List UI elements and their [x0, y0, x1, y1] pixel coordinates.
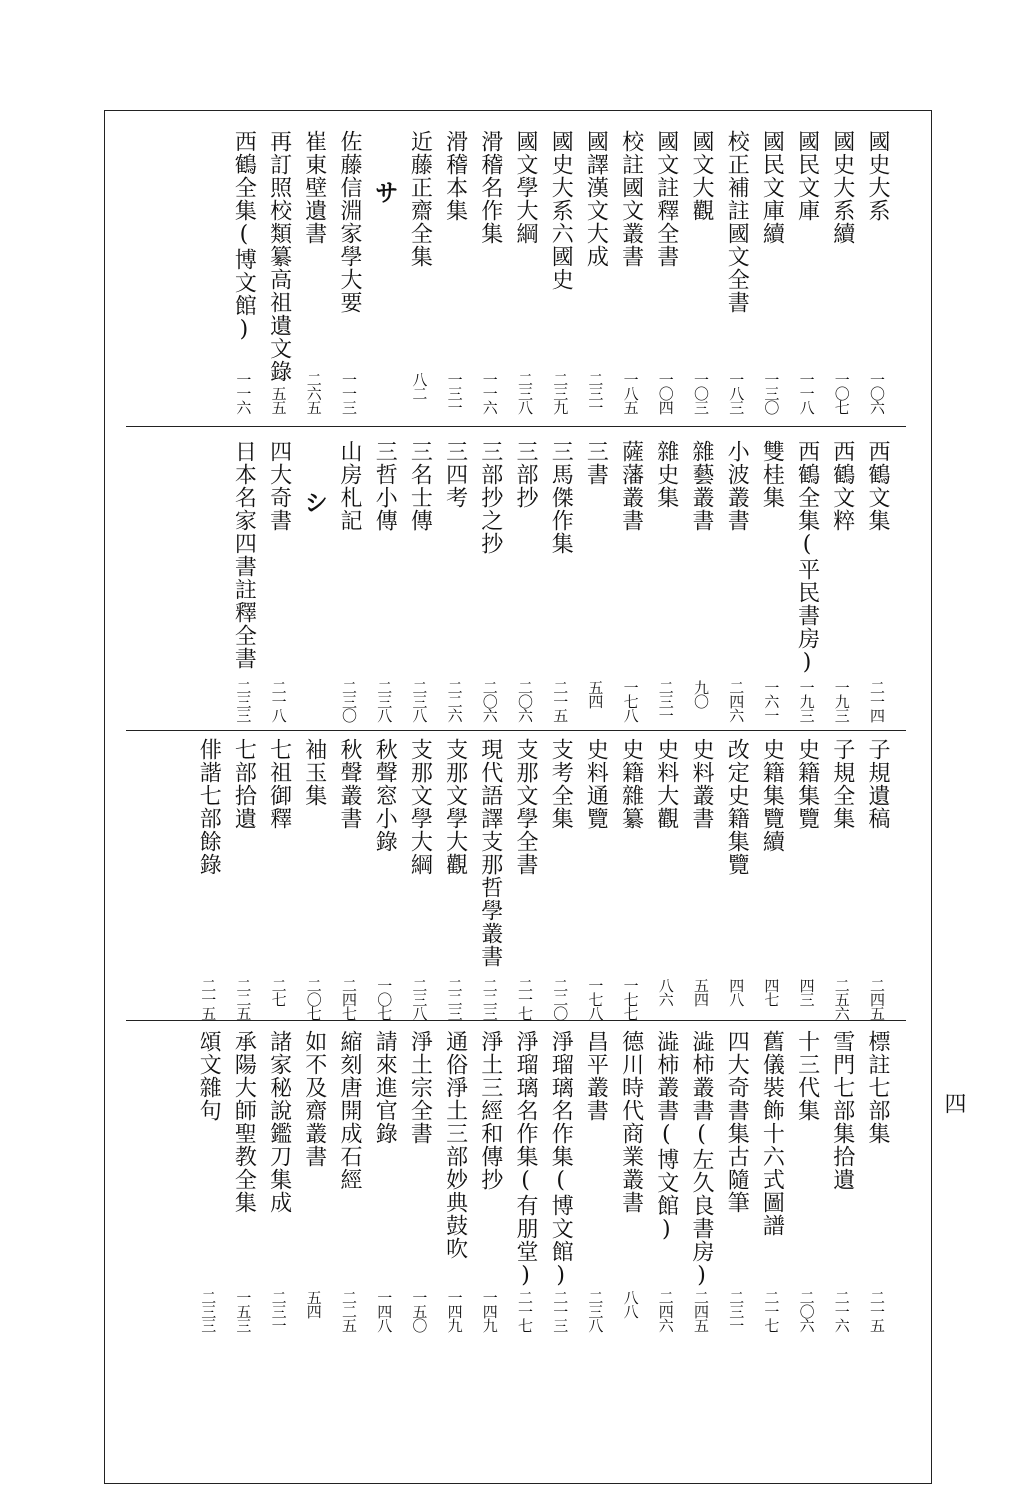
entry-title: 西鶴全集(平民書房): [794, 440, 820, 676]
entry-page: 二四五: [868, 978, 886, 1020]
entry-page: 二一七: [762, 1290, 781, 1332]
entry-page: 二三〇: [340, 680, 358, 722]
entry-title: 雜史集: [653, 440, 679, 509]
entry-page: 二一五: [199, 978, 218, 1020]
entry-title: 國文註釋全書: [653, 130, 679, 268]
entry-page: 二三一: [586, 372, 605, 414]
entry-page: 一三一: [445, 372, 464, 414]
entry-page: 二二五: [234, 978, 253, 1020]
entry-page: 二一七: [516, 1290, 534, 1332]
entry-title: 四大奇書集古隨筆: [724, 1030, 750, 1214]
entry-title: 澁柿叢書(博文館): [653, 1030, 679, 1243]
entry-title: 袖玉集: [301, 738, 327, 807]
entry-page: 一九三: [797, 680, 816, 722]
entry-title: 淨土宗全書: [407, 1030, 433, 1145]
entry-page: 二三八: [410, 978, 429, 1020]
entry-page: 一〇七: [375, 978, 394, 1020]
entry-page: 二三一: [727, 1290, 746, 1332]
entry-page: 一四九: [445, 1290, 464, 1332]
entry-page: 一八三: [727, 372, 746, 414]
section-divider: [126, 426, 906, 427]
page-number: 四: [941, 1092, 966, 1114]
entry-page: 一〇三: [692, 372, 710, 414]
entry-title: 七祖御釋: [266, 738, 292, 830]
entry-page: 二〇六: [797, 1290, 816, 1332]
entry-title: 國文大觀: [689, 130, 714, 222]
entry-page: 二〇六: [480, 680, 499, 722]
entry-title: 舊儀裝飾十六式圖譜: [759, 1030, 785, 1237]
entry-page: 二一五: [551, 680, 570, 722]
entry-page: 二二五: [340, 1290, 358, 1332]
entry-title: 七部拾遺: [231, 738, 257, 830]
entry-page: 二二三: [445, 978, 464, 1020]
entry-page: 五四: [304, 1290, 323, 1318]
entry-page: 一五〇: [410, 1290, 429, 1332]
entry-title: 通俗淨土三部妙典鼓吹: [442, 1030, 468, 1260]
entry-page: 一一六: [234, 372, 253, 414]
entry-page: 五四: [586, 680, 605, 708]
entry-title: 山房札記: [337, 440, 362, 532]
entry-page: 四八: [727, 978, 746, 1006]
entry-page: 二三一: [269, 1290, 288, 1332]
entry-page: 一四九: [480, 1290, 499, 1332]
entry-page: 一五三: [234, 1290, 253, 1332]
entry-page: 四三: [797, 978, 816, 1006]
entry-title: 支那文學大觀: [442, 738, 468, 876]
entry-page: 五四: [692, 978, 710, 1006]
entry-title: 秋聲叢書: [337, 738, 362, 830]
entry-page: 一五五: [269, 372, 288, 414]
entry-title: 三馬傑作集: [548, 440, 574, 555]
entry-title: 澁柿叢書(左久良書房): [689, 1030, 714, 1289]
entry-page: 二一七: [516, 978, 534, 1020]
entry-page: 一〇六: [868, 372, 886, 414]
entry-title: 史料叢書: [689, 738, 714, 830]
entry-title: 雙桂集: [759, 440, 785, 509]
entry-title: 國史大系六國史: [548, 130, 574, 291]
entry-page: 八六: [656, 978, 675, 1006]
entry-page: 二三八: [516, 372, 534, 414]
entry-title: 滑稽名作集: [477, 130, 503, 245]
entry-title: 標註七部集: [865, 1030, 890, 1145]
entry-title: 國史大系續: [829, 130, 855, 245]
entry-page: 二五六: [832, 978, 851, 1020]
entry-title: 雜藝叢書: [689, 440, 714, 532]
entry-page: 一八五: [621, 372, 640, 414]
entry-title: 史料通覽: [583, 738, 609, 830]
entry-title: 西鶴全集(博文館): [231, 130, 257, 343]
entry-title: 縮刻唐開成石經: [337, 1030, 362, 1191]
entry-page: 二四五: [692, 1290, 710, 1332]
entry-page: 二〇六: [516, 680, 534, 722]
entry-title: 滑稽本集: [442, 130, 468, 222]
entry-title: 俳諧七部餘錄: [196, 738, 222, 876]
entry-title: 佐藤信淵家學大要: [337, 130, 362, 314]
kana-heading: サ: [370, 180, 399, 205]
entry-page: 一〇四: [656, 372, 675, 414]
entry-title: 史籍雜纂: [618, 738, 644, 830]
entry-title: 支那文學全書: [513, 738, 538, 876]
entry-page: 二一四: [868, 680, 886, 722]
entry-page: 二四七: [340, 978, 358, 1020]
entry-page: 二一八: [269, 680, 288, 722]
entry-title: 校註國文叢書: [618, 130, 644, 268]
entry-page: 二六五: [304, 372, 323, 414]
entry-title: 三書: [583, 440, 609, 486]
entry-title: 校正補註國文全書: [724, 130, 750, 314]
entry-page: 二四六: [727, 680, 746, 722]
entry-page: 二三九: [551, 372, 570, 414]
entry-title: 三部抄之抄: [477, 440, 503, 555]
entry-title: 三四考: [442, 440, 468, 509]
entry-title: 史料大觀: [653, 738, 679, 830]
entry-page: 二三八: [410, 680, 429, 722]
entry-title: 日本名家四書註釋全書: [231, 440, 257, 670]
entry-title: 諸家秘說鑑刀集成: [266, 1030, 292, 1214]
entry-title: 三部抄: [513, 440, 538, 509]
entry-title: 現代語譯支那哲學叢書: [477, 738, 503, 968]
entry-page: 一一三: [340, 372, 358, 414]
entry-page: 一一六: [480, 372, 499, 414]
entry-page: 二二三: [480, 978, 499, 1020]
entry-title: 子規全集: [829, 738, 855, 830]
entry-title: 國民文庫: [794, 130, 820, 222]
entry-page: 二一五: [868, 1290, 886, 1332]
entry-title: 昌平叢書: [583, 1030, 609, 1122]
entry-page: 二一三: [551, 1290, 570, 1332]
entry-page: 八八: [621, 1290, 640, 1318]
entry-title: 如不及齋叢書: [301, 1030, 327, 1168]
entry-title: 承陽大師聖教全集: [231, 1030, 257, 1214]
entry-page: 一一八: [797, 372, 816, 414]
entry-title: 薩藩叢書: [618, 440, 644, 532]
entry-page: 一七八: [586, 978, 605, 1020]
entry-page: 二三三: [199, 1290, 218, 1332]
entry-page: 二三一: [656, 680, 675, 722]
entry-title: 再訂照校類纂高祖遺文錄: [266, 130, 292, 383]
entry-title: 國文學大綱: [513, 130, 538, 245]
entry-page: 四七: [762, 978, 781, 1006]
entry-title: 支考全集: [548, 738, 574, 830]
entry-title: 十三代集: [794, 1030, 820, 1122]
entry-title: 小波叢書: [724, 440, 750, 532]
entry-page: 二二〇: [551, 978, 570, 1020]
entry-page: 一三〇: [762, 372, 781, 414]
entry-page: 二三八: [586, 1290, 605, 1332]
entry-title: 四大奇書: [266, 440, 292, 532]
entry-page: 二〇七: [304, 978, 323, 1020]
entry-page: 二三三: [234, 680, 253, 722]
kana-heading: シ: [299, 490, 328, 515]
entry-title: 子規遺稿: [865, 738, 890, 830]
entry-title: 支那文學大綱: [407, 738, 433, 876]
entry-title: 史籍集覽: [794, 738, 820, 830]
entry-title: 西鶴文粹: [829, 440, 855, 532]
entry-title: 國史大系: [865, 130, 890, 222]
entry-title: 西鶴文集: [865, 440, 890, 532]
entry-page: 一七八: [621, 680, 640, 722]
entry-title: 三哲小傳: [372, 440, 398, 532]
entry-title: 淨瑠璃名作集(有朋堂): [513, 1030, 538, 1289]
entry-page: 二七: [269, 978, 288, 1006]
entry-title: 雪門七部集拾遺: [829, 1030, 855, 1191]
entry-title: 改定史籍集覽: [724, 738, 750, 876]
entry-page: 八二: [410, 372, 429, 400]
entry-page: 一六一: [762, 680, 781, 722]
entry-page: 一七七: [621, 978, 640, 1020]
section-divider: [126, 1020, 906, 1021]
entry-page: 一四八: [375, 1290, 394, 1332]
entry-title: 國譯漢文大成: [583, 130, 609, 268]
entry-page: 二一六: [832, 1290, 851, 1332]
entry-title: 崔東壁遺書: [301, 130, 327, 245]
entry-title: 德川時代商業叢書: [618, 1030, 644, 1214]
entry-title: 三名士傳: [407, 440, 433, 532]
entry-page: 一〇七: [832, 372, 851, 414]
entry-title: 秋聲窓小錄: [372, 738, 398, 853]
entry-title: 國民文庫續: [759, 130, 785, 245]
entry-page: 二三八: [375, 680, 394, 722]
entry-title: 淨瑠璃名作集(博文館): [548, 1030, 574, 1289]
section-divider: [126, 730, 906, 731]
entry-title: 淨土三經和傳抄: [477, 1030, 503, 1191]
entry-page: 一九三: [832, 680, 851, 722]
entry-title: 頌文雜句: [196, 1030, 222, 1122]
entry-title: 史籍集覽續: [759, 738, 785, 853]
entry-page: 九〇: [692, 680, 710, 708]
entry-title: 近藤正齋全集: [407, 130, 433, 268]
entry-page: 二四六: [656, 1290, 675, 1332]
entry-page: 二二六: [445, 680, 464, 722]
entry-title: 請來進官錄: [372, 1030, 398, 1145]
